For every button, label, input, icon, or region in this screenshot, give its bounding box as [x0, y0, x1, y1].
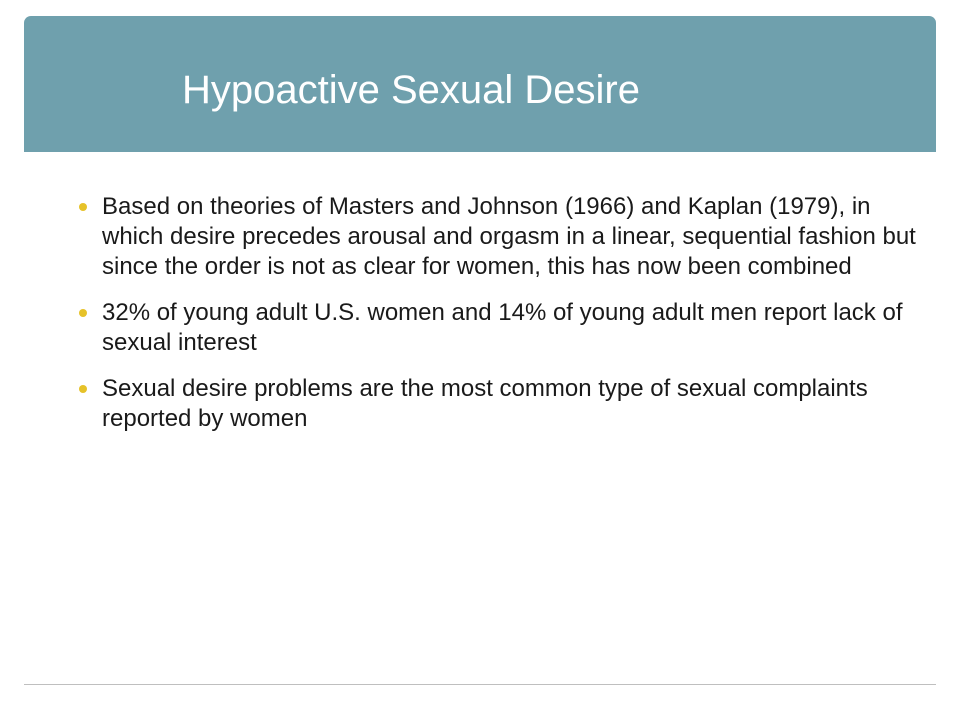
bullet-item	[76, 374, 916, 434]
bullet-list	[76, 192, 916, 450]
bullet-text: Based on theories of Masters and Johnson (1966) and Kaplan (1979), in which desire precedes arousal and orgasm in a linear, sequential fashion but since the order is not as clear for women, this has now been combined	[102, 193, 916, 280]
bullet-item	[76, 298, 916, 358]
bullet-text: Sexual desire problems are the most common type of sexual complaints reported by women	[102, 375, 868, 432]
footer-divider	[24, 684, 936, 685]
bullet-marker-icon	[79, 309, 87, 317]
bullet-text: 32% of young adult U.S. women and 14% of young adult men report lack of sexual interest	[102, 299, 903, 356]
bullet-item	[76, 192, 916, 282]
slide-title: Hypoactive Sexual Desire	[182, 68, 640, 112]
bullet-marker-icon	[79, 203, 87, 211]
bullet-marker-icon	[79, 385, 87, 393]
